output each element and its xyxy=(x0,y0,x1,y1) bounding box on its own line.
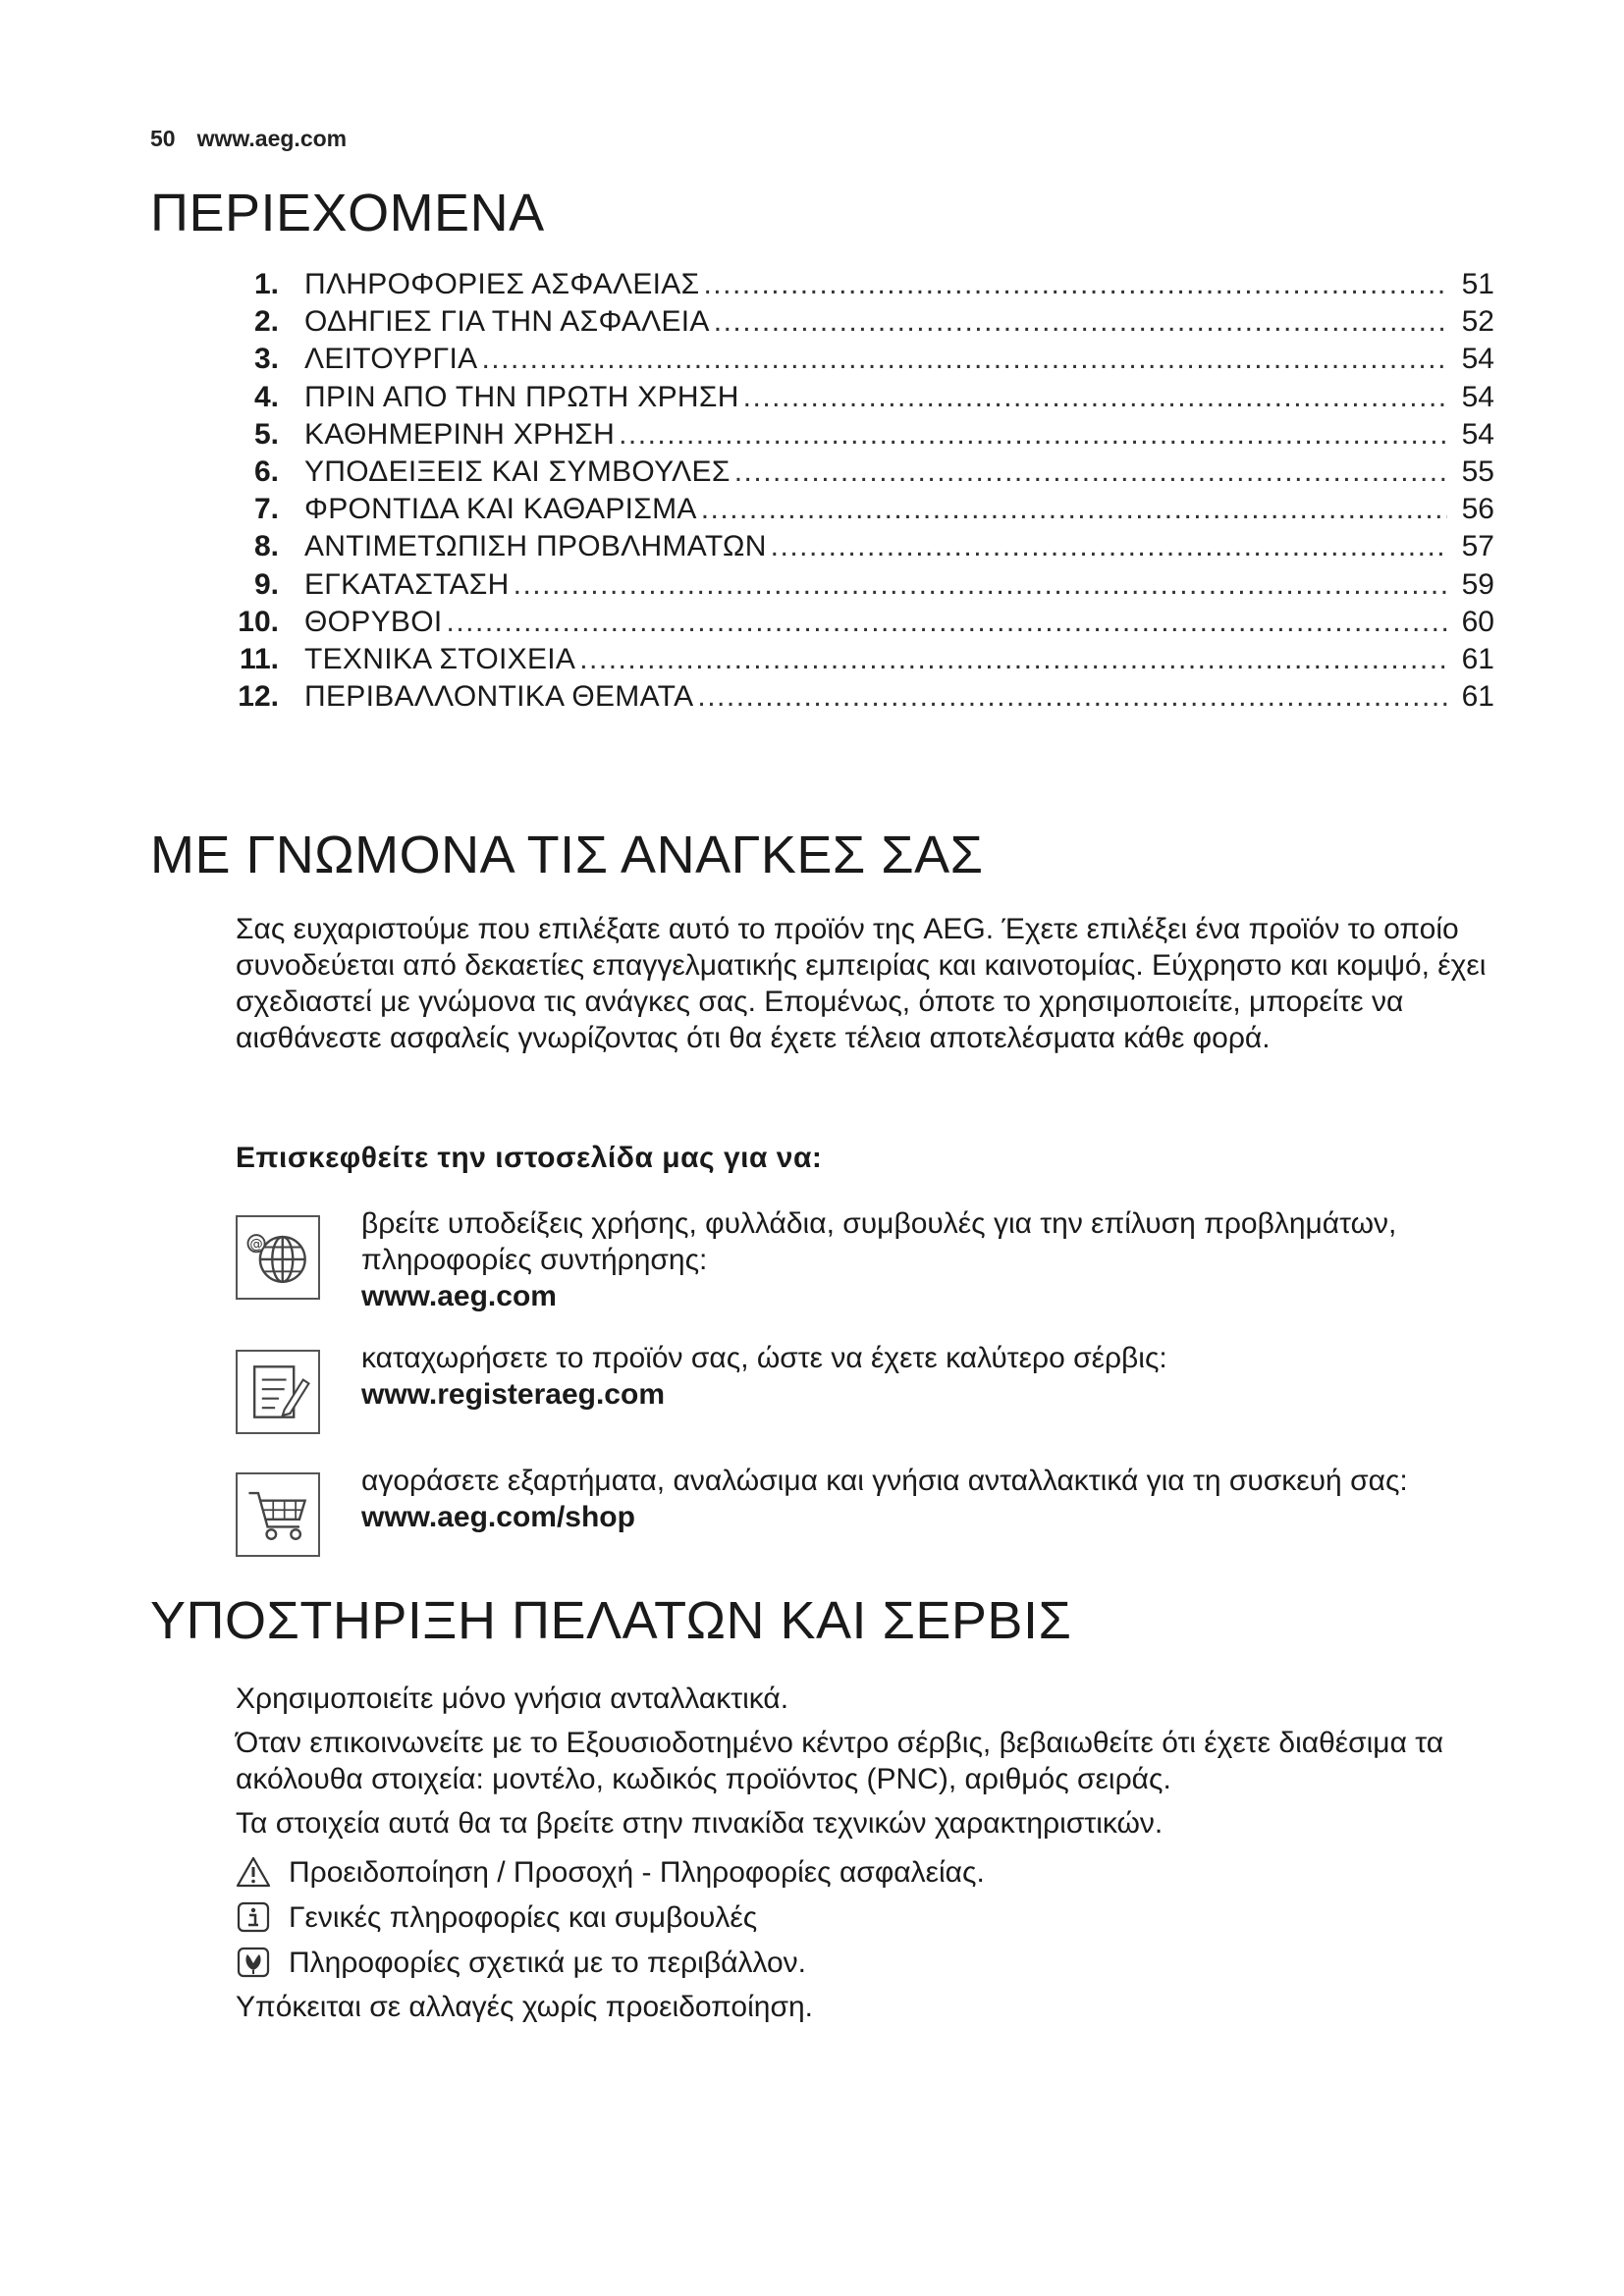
toc-title: ΦΡΟΝΤΙΔΑ ΚΑΙ ΚΑΘΑΡΙΣΜΑ xyxy=(304,493,697,526)
toc-number: 8. xyxy=(253,530,279,563)
toc-number: 1. xyxy=(253,268,279,300)
shopping-cart-icon xyxy=(236,1472,320,1557)
toc-leader xyxy=(743,379,1447,416)
support-heading: ΥΠΟΣΤΗΡΙΞΗ ΠΕΛΑΤΩΝ ΚΑΙ ΣΕΡΒΙΣ xyxy=(150,1591,1072,1650)
toc-number: 11. xyxy=(239,642,279,675)
environment-icon xyxy=(236,1946,271,1979)
toc-row[interactable] xyxy=(226,491,1494,528)
toc-number: 10. xyxy=(238,605,279,638)
toc-page: 61 xyxy=(1461,680,1494,714)
toc-page: 60 xyxy=(1461,605,1494,638)
toc-page: 55 xyxy=(1461,454,1494,488)
toc-row[interactable] xyxy=(226,379,1494,416)
toc-row[interactable] xyxy=(226,678,1494,716)
toc-title: ΠΛΗΡΟΦΟΡΙΕΣ ΑΣΦΑΛΕΙΑΣ xyxy=(304,268,700,300)
toc-page: 54 xyxy=(1461,380,1494,413)
support-paragraph: Χρησιμοποιείτε μόνο γνήσια ανταλλακτικά. xyxy=(236,1682,789,1715)
toc-row[interactable] xyxy=(226,528,1494,565)
legend-text: Πληροφορίες σχετικά με το περιβάλλον. xyxy=(289,1946,807,1979)
toc-row[interactable] xyxy=(226,341,1494,378)
toc-leader xyxy=(771,528,1447,565)
toc-leader xyxy=(697,678,1447,716)
toc-row[interactable] xyxy=(226,604,1494,641)
toc-page: 54 xyxy=(1461,343,1494,376)
toc-title: ΠΡΙΝ ΑΠΟ ΤΗΝ ΠΡΩΤΗ ΧΡΗΣΗ xyxy=(304,380,739,413)
toc-row[interactable] xyxy=(226,266,1494,303)
toc-row[interactable] xyxy=(226,641,1494,678)
toc-row[interactable] xyxy=(226,303,1494,341)
toc-title: ΕΓΚΑΤΑΣΤΑΣΗ xyxy=(304,567,510,601)
toc-row[interactable] xyxy=(226,454,1494,491)
support-paragraph: Τα στοιχεία αυτά θα τα βρείτε στην πινακίδα τεχνικών χαρακτηριστικών. xyxy=(236,1807,1164,1840)
support-section xyxy=(236,1681,1532,2033)
toc-page: 57 xyxy=(1461,530,1494,563)
register-form-icon xyxy=(236,1350,320,1434)
legend-row xyxy=(236,1940,1532,1985)
svg-text:@: @ xyxy=(249,1237,263,1253)
contents-heading: ΠΕΡΙΕΧΟΜΕΝΑ xyxy=(150,184,545,242)
visit-text: αγοράσετε εξαρτήματα, αναλώσιμα και γνήσια ανταλλακτικά για τη συσκευή σας: xyxy=(361,1465,1408,1497)
toc-leader xyxy=(701,491,1447,528)
visit-text: βρείτε υποδείξεις χρήσης, φυλλάδια, συμβουλές για την επίλυση προβλημάτων, πληροφορίες συντήρησης: xyxy=(361,1207,1397,1276)
toc-title: ΘΟΡΥΒΟΙ xyxy=(304,605,443,638)
toc-leader xyxy=(714,303,1447,341)
toc-row[interactable] xyxy=(226,566,1494,604)
toc-page: 52 xyxy=(1461,305,1494,339)
globe-at-icon xyxy=(236,1215,320,1300)
toc-row[interactable] xyxy=(226,416,1494,454)
warning-triangle-icon xyxy=(236,1855,271,1889)
toc-leader xyxy=(734,454,1447,491)
toc-number: 4. xyxy=(253,380,279,413)
toc-page: 51 xyxy=(1461,268,1494,300)
visit-website-heading: Επισκεφθείτε την ιστοσελίδα μας για να: xyxy=(236,1142,823,1174)
toc-number: 7. xyxy=(253,493,279,526)
toc-leader xyxy=(514,566,1447,604)
toc-title: ΠΕΡΙΒΑΛΛΟΝΤΙΚΑ ΘΕΜΑΤΑ xyxy=(304,680,694,714)
toc-leader xyxy=(481,341,1447,378)
toc-number: 5. xyxy=(253,417,279,451)
intro-paragraph: Σας ευχαριστούμε που επιλέξατε αυτό το προϊόν της AEG. Έχετε επιλέξει ένα προϊόν το οποίο συνοδεύεται από δεκαετίες επαγγελματικής εμπειρίας και καινοτομίας. Εύχρηστο και κομψό, έχει σχεδιαστεί με γνώμονα τις ανάγκες σας. Επομένως, όποτε το χρησιμοποιείτε, μπορείτε να αισθάνεστε ασφαλείς γνωρίζοντας ότι θα έχετε τέλεια αποτελέσματα κάθε φορά. xyxy=(236,913,1487,1054)
visit-text: καταχωρήσετε το προϊόν σας, ώστε να έχετε καλύτερο σέρβις: xyxy=(361,1342,1167,1374)
legend-text: Γενικές πληροφορίες και συμβουλές xyxy=(289,1900,758,1934)
running-header xyxy=(150,126,347,152)
toc-number: 9. xyxy=(253,567,279,601)
needs-heading: ΜΕ ΓΝΩΜΟΝΑ ΤΙΣ ΑΝΑΓΚΕΣ ΣΑΣ xyxy=(150,826,984,884)
toc-leader xyxy=(619,416,1447,454)
legend-row xyxy=(236,1849,1532,1895)
toc-title: ΥΠΟΔΕΙΞΕΙΣ ΚΑΙ ΣΥΜΒΟΥΛΕΣ xyxy=(304,454,731,488)
toc-title: ΟΔΗΓΙΕΣ ΓΙΑ ΤΗΝ ΑΣΦΑΛΕΙΑ xyxy=(304,305,710,339)
page-number: 50 xyxy=(150,126,176,151)
toc-title: ΑΝΤΙΜΕΤΩΠΙΣΗ ΠΡΟΒΛΗΜΑΤΩΝ xyxy=(304,530,767,563)
toc-number: 12. xyxy=(238,680,279,714)
toc-number: 6. xyxy=(253,454,279,488)
toc-page: 59 xyxy=(1461,567,1494,601)
toc-number: 2. xyxy=(253,305,279,339)
table-of-contents xyxy=(226,266,1494,716)
toc-title: ΚΑΘΗΜΕΡΙΝΗ ΧΡΗΣΗ xyxy=(304,417,616,451)
toc-title: ΛΕΙΤΟΥΡΓΙΑ xyxy=(304,343,478,376)
toc-number: 3. xyxy=(253,343,279,376)
toc-leader xyxy=(446,604,1447,641)
footer-note: Υπόκειται σε αλλαγές χωρίς προειδοποίηση. xyxy=(236,1991,814,2023)
legend-text: Προειδοποίηση / Προσοχή - Πληροφορίες ασφαλείας. xyxy=(289,1855,985,1889)
toc-page: 61 xyxy=(1461,642,1494,675)
legend-row xyxy=(236,1895,1532,1940)
header-website: www.aeg.com xyxy=(196,126,348,151)
toc-page: 54 xyxy=(1461,417,1494,451)
toc-leader xyxy=(703,266,1447,303)
toc-title: ΤΕΧΝΙΚΑ ΣΤΟΙΧΕΙΑ xyxy=(304,642,576,675)
toc-page: 56 xyxy=(1461,493,1494,526)
info-icon xyxy=(236,1900,271,1934)
shop-link[interactable]: www.aeg.com/shop xyxy=(361,1501,635,1533)
support-paragraph: Όταν επικοινωνείτε με το Εξουσιοδοτημένο κέντρο σέρβις, βεβαιωθείτε ότι έχετε διαθέσιμα τα ακόλουθα στοιχεία: μοντέλο, κωδικός προϊόντος (PNC), αριθμός σειράς. xyxy=(236,1727,1444,1795)
register-link[interactable]: www.registeraeg.com xyxy=(361,1378,665,1411)
toc-leader xyxy=(579,641,1447,678)
website-link[interactable]: www.aeg.com xyxy=(361,1280,557,1312)
